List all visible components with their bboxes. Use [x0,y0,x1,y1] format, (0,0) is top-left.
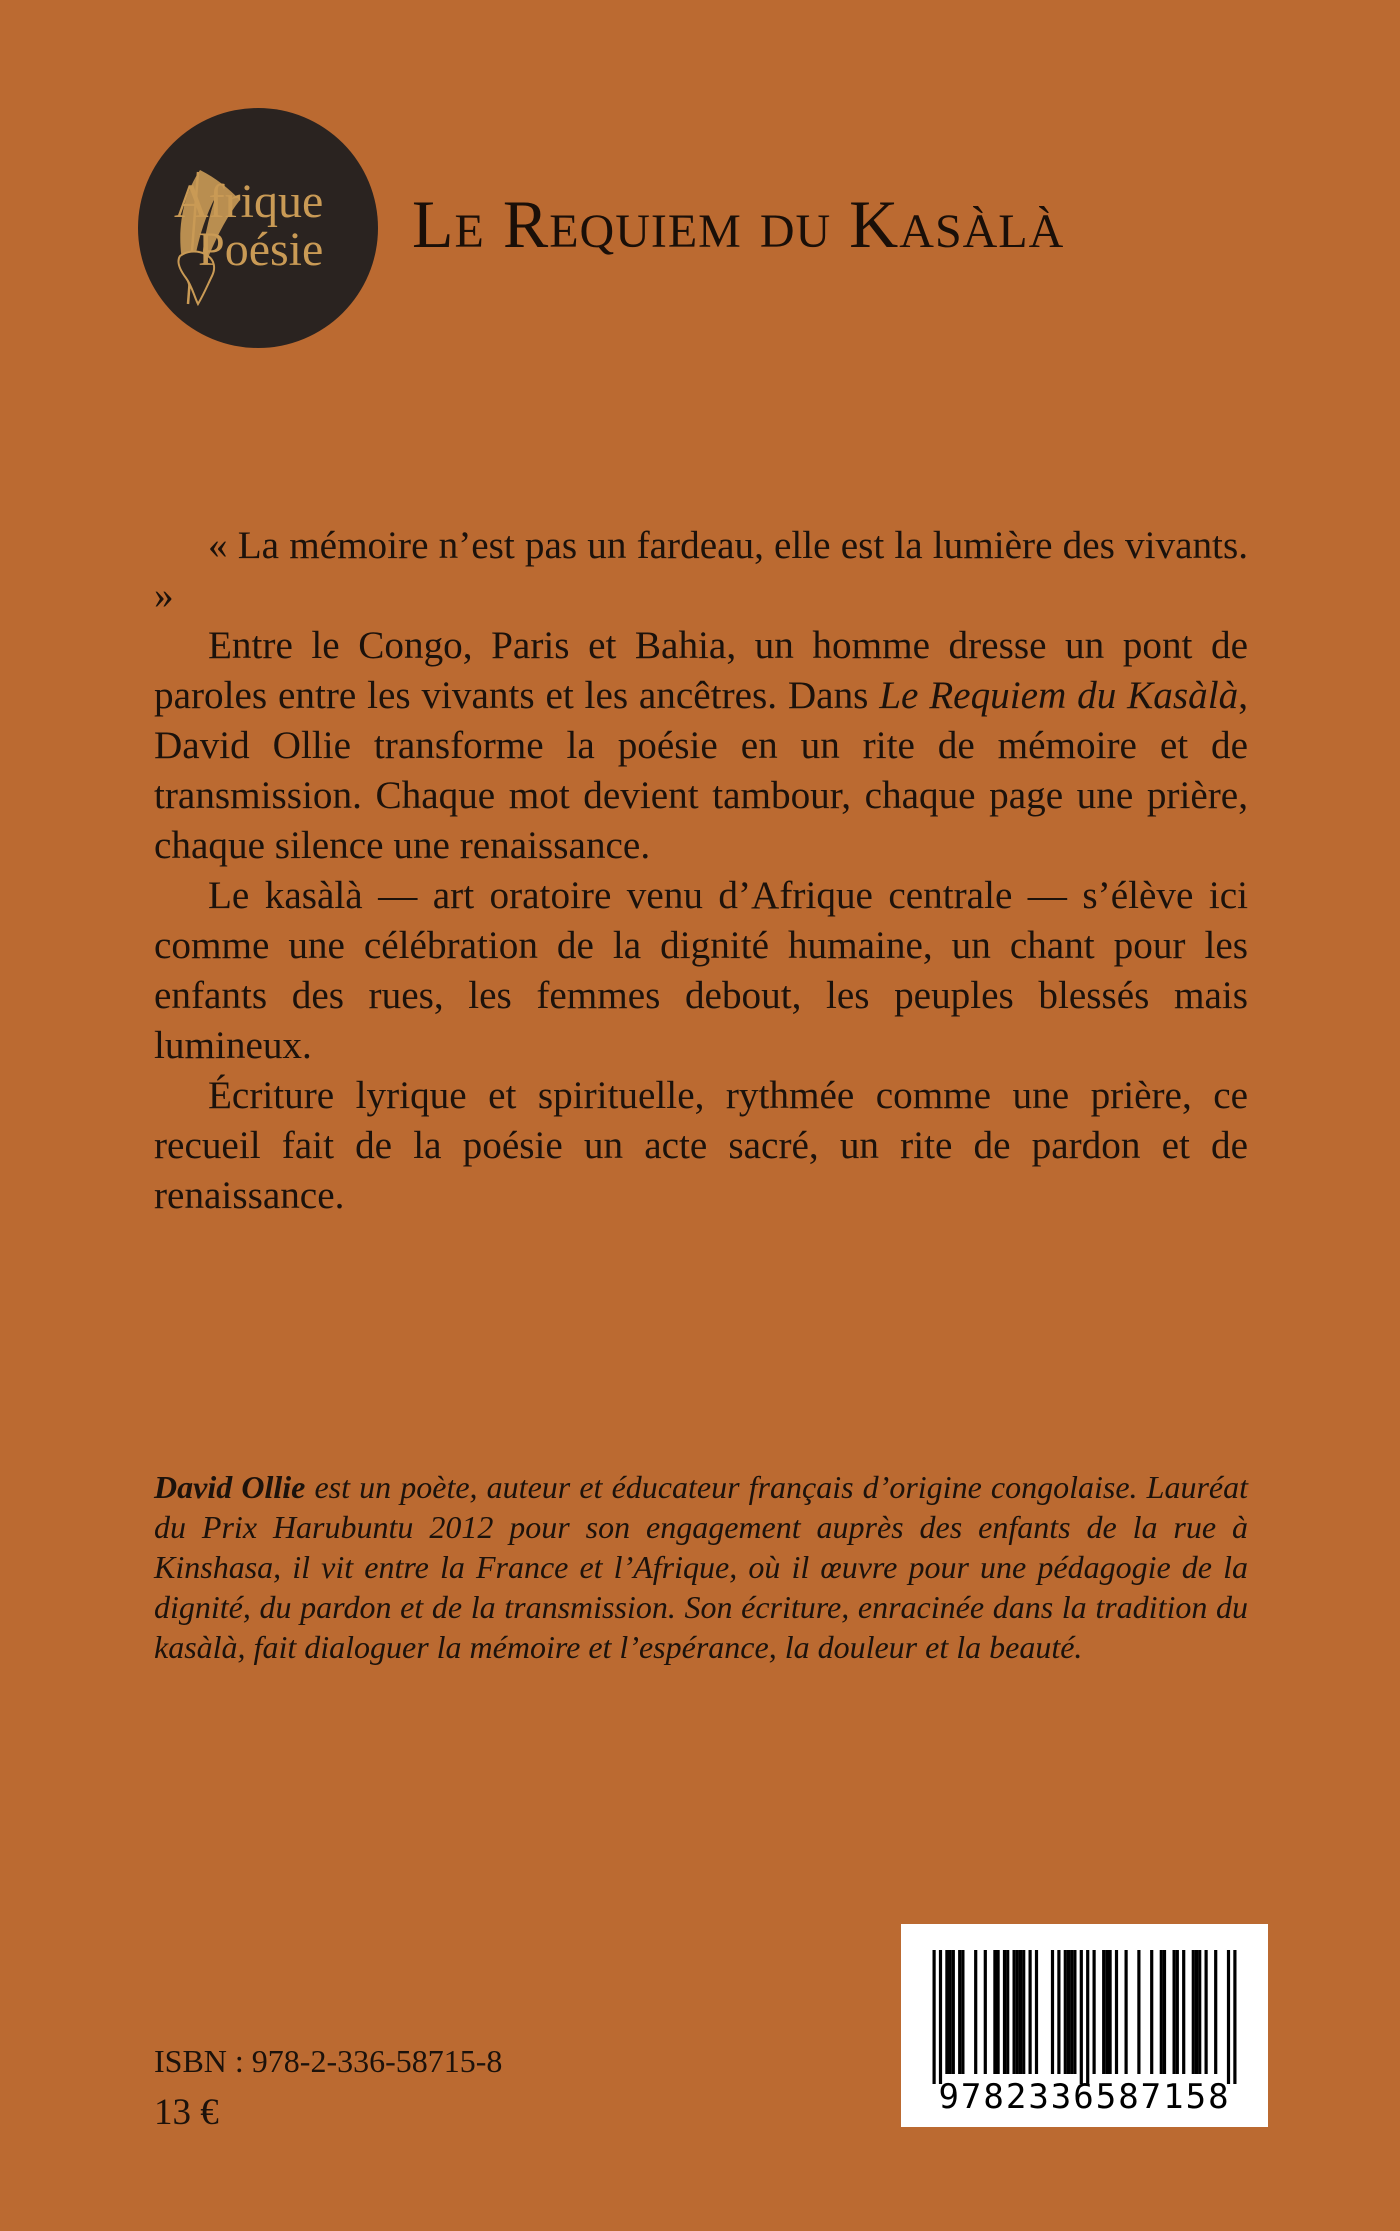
barcode-bar [1192,1950,1195,2074]
barcode-bar [1057,1950,1060,2074]
blurb-book-title: Le Requiem du Kasàlà [879,674,1239,717]
barcode-bar [1102,1950,1105,2074]
barcode-bar [1105,1950,1108,2074]
barcode-bar [1070,1950,1073,2074]
barcode-bar [939,1950,942,2084]
barcode-bar [1227,1950,1230,2084]
barcode-bar [1064,1950,1067,2074]
barcode-bar [952,1950,955,2074]
blurb [154,521,1248,1221]
barcode-bar [1029,1950,1032,2074]
blurb-paragraph: Écriture lyrique et spirituelle, rythmée comme une prière, ce recueil fait de la poésie un acte sacré, un rite de pardon et de renaissance. [154,1074,1248,1217]
barcode-bar [1019,1950,1022,2074]
barcode-bar [1173,1950,1176,2074]
barcode-bar [1022,1950,1025,2074]
logo-word-afrique: Afrique [174,175,324,228]
barcode-bar [1073,1950,1076,2074]
barcode-bar [1150,1950,1153,2074]
blurb-text: Entre le Congo, Paris et Bahia, un homme dresse un pont de paroles entre les vivants et les ancêtres. Dans [154,624,1248,717]
blurb-quote: « La mémoire n’est pas un fardeau, elle est la lumière des vivants. » [154,524,1248,617]
blurb-paragraph [154,621,1248,871]
barcode-bar [1233,1950,1236,2084]
barcode-bar [961,1950,964,2074]
price: 13 € [154,2092,219,2133]
barcode-bar [1013,1950,1016,2074]
barcode-bar [1115,1950,1118,2074]
barcode-bar [1182,1950,1185,2074]
logo-word-poesie: Poésie [198,223,324,276]
barcode-bar [974,1950,977,2074]
barcode-bar [958,1950,961,2074]
barcode-bar [1086,1950,1089,2084]
barcode-bar [993,1950,996,2074]
barcode [901,1924,1268,2127]
author-name: David Ollie [154,1469,306,1505]
author-bio [154,1467,1248,1667]
barcode-bar [1035,1950,1038,2074]
barcode-bar [984,1950,987,2074]
blurb-text: , David Ollie transforme la poésie en un rite de mémoire et de transmission. Chaque mot devient tambour, chaque page une prière, chaque silence une renaissance. [154,674,1249,867]
publisher-logo [138,108,378,348]
barcode-bar [1109,1950,1112,2074]
book-title: Le Requiem du Kasàlà [412,186,1065,262]
author-bio-text: est un poète, auteur et éducateur français d’origine congolaise. Lauréat du Prix Harubuntu 2012 pour son engagement auprès des enfants de la rue à Kinshasa, il vit entre la France et l’Afrique, où il œuvre pour une pédagogie de la dignité, du pardon et de la transmission. Son écriture, enracinée dans la tradition du kasàlà, fait dialoguer la mémoire et l’espérance, la douleur et la beauté. [154,1469,1249,1665]
barcode-bar [1137,1950,1140,2074]
barcode-bar [997,1950,1000,2074]
barcode-bar [1016,1950,1019,2074]
barcode-bar [1125,1950,1128,2074]
barcode-bar [945,1950,948,2074]
barcode-bar [1003,1950,1006,2074]
barcode-bar [1080,1950,1083,2084]
barcode-bar [933,1950,936,2084]
barcode-bar [1214,1950,1217,2074]
barcode-bar [949,1950,952,2074]
barcode-bar [1176,1950,1179,2074]
isbn: ISBN : 978-2-336-58715-8 [154,2043,503,2079]
barcode-bar [1163,1950,1166,2074]
barcode-bar [1067,1950,1070,2074]
barcode-bar [1198,1950,1201,2074]
barcode-bar [1051,1950,1054,2074]
barcode-bar [1195,1950,1198,2074]
barcode-bar [1160,1950,1163,2074]
blurb-paragraph: Le kasàlà — art oratoire venu d’Afrique centrale — s’élève ici comme une célébration de la dignité humaine, un chant pour les enfants des rues, les femmes debout, les peuples blessés mais lumineux. [154,874,1248,1067]
barcode-digits: 9782336587158 [938,2077,1231,2117]
barcode-bar [1205,1950,1208,2074]
barcode-bar [1093,1950,1096,2074]
barcode-bar [1006,1950,1009,2074]
